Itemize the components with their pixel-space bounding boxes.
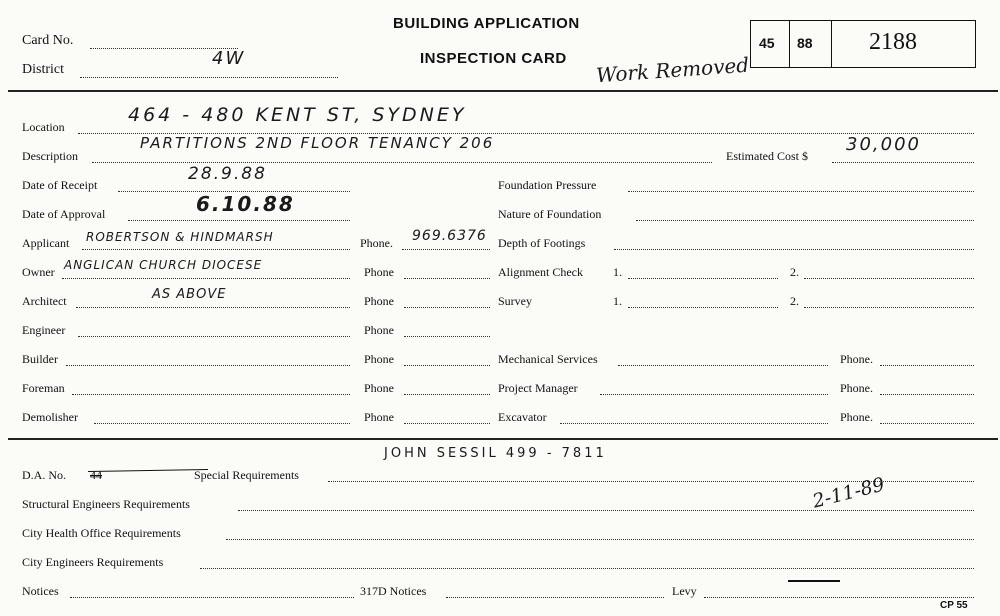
levy-dots — [704, 597, 974, 598]
description-dots — [92, 162, 712, 163]
excavator-dots — [560, 423, 828, 424]
nature-foundation-dots — [636, 220, 974, 221]
foreman-dots — [72, 394, 350, 395]
engineer-phone-dots — [404, 336, 490, 337]
foreman-phone-label: Phone — [364, 381, 394, 395]
owner-phone-label: Phone — [364, 265, 394, 279]
mechanical-services-label: Mechanical Services — [498, 352, 598, 366]
city-engineers-dots — [200, 568, 974, 569]
nature-foundation-label: Nature of Foundation — [498, 207, 602, 221]
foundation-pressure-dots — [628, 191, 974, 192]
estimated-cost-value: 30,000 — [846, 134, 921, 155]
levy-label: Levy — [672, 584, 697, 598]
city-health-dots — [226, 539, 974, 540]
applicant-phone: 969.6376 — [412, 228, 487, 244]
work-removed-stamp: Work Removed — [595, 52, 750, 88]
card-box-b: 88 — [797, 35, 813, 51]
applicant-value: ROBERTSON & HINDMARSH — [86, 230, 274, 244]
date-approval-label: Date of Approval — [22, 207, 106, 221]
architect-dots — [76, 307, 350, 308]
survey-2: 2. — [790, 294, 799, 308]
structural-engineers-label: Structural Engineers Requirements — [22, 497, 190, 511]
project-manager-phone-dots — [880, 394, 974, 395]
da-no-strike — [88, 469, 208, 472]
special-requirements-label: Special Requirements — [194, 468, 299, 482]
project-manager-label: Project Manager — [498, 381, 578, 395]
estimated-cost-dots — [832, 162, 974, 163]
mechanical-phone-dots — [880, 365, 974, 366]
structural-engineers-dots — [238, 510, 974, 511]
engineer-dots — [78, 336, 350, 337]
survey-1: 1. — [613, 294, 622, 308]
district-dots — [80, 77, 338, 78]
excavator-label: Excavator — [498, 410, 547, 424]
levy-dash — [788, 580, 840, 582]
notices-dots — [70, 597, 354, 598]
description-label: Description — [22, 149, 78, 163]
mechanical-phone-label: Phone. — [840, 352, 873, 366]
date-receipt-value: 28.9.88 — [188, 164, 267, 184]
alignment-2-dots — [804, 278, 974, 279]
form-subtitle: INSPECTION CARD — [420, 50, 567, 67]
survey-label: Survey — [498, 294, 532, 308]
da-no-label: D.A. No. — [22, 468, 66, 482]
alignment-1-dots — [628, 278, 778, 279]
foreman-phone-dots — [404, 394, 490, 395]
city-engineers-label: City Engineers Requirements — [22, 555, 164, 569]
demolisher-label: Demolisher — [22, 410, 78, 424]
district-label: District — [22, 62, 64, 77]
card-number: 2188 — [869, 29, 917, 55]
date-approval-dots — [128, 220, 350, 221]
owner-value: ANGLICAN CHURCH DIOCESE — [64, 258, 263, 272]
estimated-cost-label: Estimated Cost $ — [726, 149, 808, 163]
applicant-dots — [82, 249, 350, 250]
date-receipt-label: Date of Receipt — [22, 178, 98, 192]
builder-phone-label: Phone — [364, 352, 394, 366]
date-approval-value: 6.10.88 — [196, 192, 295, 216]
city-health-label: City Health Office Requirements — [22, 526, 181, 540]
foreman-label: Foreman — [22, 381, 65, 395]
da-no-value: 44 — [90, 468, 102, 482]
notices-317d-dots — [446, 597, 664, 598]
alignment-2: 2. — [790, 265, 799, 279]
mechanical-services-dots — [618, 365, 828, 366]
project-manager-dots — [600, 394, 828, 395]
district-value: 4W — [212, 48, 246, 69]
depth-footings-label: Depth of Footings — [498, 236, 586, 250]
owner-label: Owner — [22, 265, 55, 279]
form-title: BUILDING APPLICATION — [393, 15, 580, 32]
section-divider — [8, 438, 998, 440]
architect-phone-dots — [404, 307, 490, 308]
applicant-label: Applicant — [22, 236, 70, 250]
handwritten-note: JOHN SESSIL 499 - 7811 — [384, 446, 607, 461]
builder-dots — [66, 365, 350, 366]
notices-label: Notices — [22, 584, 59, 598]
applicant-phone-dots — [402, 249, 490, 250]
card-number-box — [750, 20, 976, 68]
depth-footings-dots — [614, 249, 974, 250]
demolisher-phone-dots — [404, 423, 490, 424]
owner-dots — [62, 278, 350, 279]
foundation-pressure-label: Foundation Pressure — [498, 178, 597, 192]
excavator-phone-label: Phone. — [840, 410, 873, 424]
location-label: Location — [22, 120, 65, 134]
form-code: CP 55 — [940, 600, 968, 611]
alignment-check-label: Alignment Check — [498, 265, 583, 279]
engineer-phone-label: Phone — [364, 323, 394, 337]
header-divider — [8, 90, 998, 92]
project-manager-phone-label: Phone. — [840, 381, 873, 395]
survey-2-dots — [804, 307, 974, 308]
architect-value: AS ABOVE — [152, 287, 227, 302]
builder-phone-dots — [404, 365, 490, 366]
engineer-label: Engineer — [22, 323, 66, 337]
card-no-label: Card No. — [22, 33, 74, 48]
location-value: 464 - 480 KENT ST, SYDNEY — [128, 104, 467, 126]
demolisher-phone-label: Phone — [364, 410, 394, 424]
architect-phone-label: Phone — [364, 294, 394, 308]
excavator-phone-dots — [880, 423, 974, 424]
structural-date: 2-11-89 — [810, 473, 887, 513]
applicant-phone-label: Phone. — [360, 236, 393, 250]
architect-label: Architect — [22, 294, 67, 308]
owner-phone-dots — [404, 278, 490, 279]
card-box-a: 45 — [759, 35, 775, 51]
notices-317d-label: 317D Notices — [360, 584, 427, 598]
survey-1-dots — [628, 307, 778, 308]
alignment-1: 1. — [613, 265, 622, 279]
demolisher-dots — [94, 423, 350, 424]
builder-label: Builder — [22, 352, 58, 366]
description-value: PARTITIONS 2ND FLOOR TENANCY 206 — [140, 134, 495, 152]
